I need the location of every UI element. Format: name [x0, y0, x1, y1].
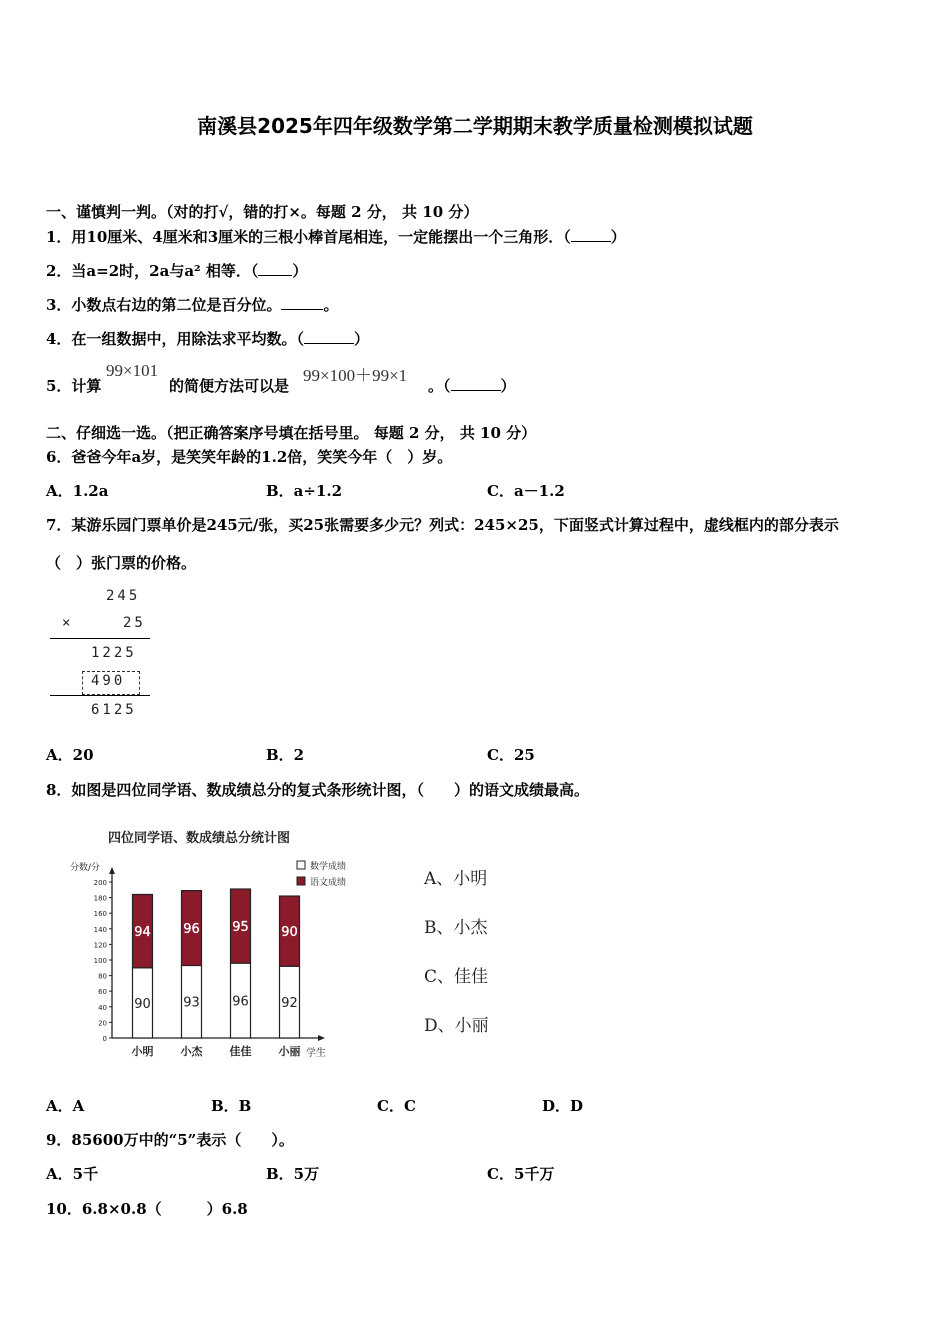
chart-x-label: 学生	[306, 1048, 326, 1059]
question-5-expression-2: 99×100＋99×1	[303, 366, 408, 385]
question-1-end: ）	[610, 228, 626, 246]
q9-option-b[interactable]: B．5万	[266, 1165, 320, 1183]
question-5-end: ）	[500, 377, 516, 395]
legend-swatch-math	[297, 861, 305, 869]
bar-label-math: 93	[183, 995, 200, 1011]
question-5-middle: 的简便方法可以是	[169, 377, 290, 395]
chart-title: 四位同学语、数成绩总分统计图	[108, 831, 291, 846]
y-tick-label: 60	[98, 988, 107, 997]
question-1-text: 1．用10厘米、4厘米和3厘米的三根小棒首尾相连，一定能摆出一个三角形．（	[46, 228, 571, 246]
y-tick-label: 180	[93, 894, 107, 903]
question-9: 9．85600万中的“5”表示（ ）。	[46, 1131, 294, 1149]
bar-label-math: 96	[232, 994, 249, 1010]
question-3	[46, 295, 338, 315]
bar-label-math: 92	[281, 996, 298, 1012]
bar-label-math: 90	[134, 996, 151, 1012]
legend-label-chinese: 语文成绩	[310, 878, 347, 888]
q7-option-c[interactable]: C．25	[487, 746, 535, 764]
y-tick-label: 80	[98, 972, 107, 981]
legend-swatch-chinese	[297, 877, 305, 885]
x-tick-label: 佳佳	[229, 1045, 252, 1058]
x-tick-label: 小杰	[180, 1045, 203, 1058]
q8-option-a[interactable]: A．A	[46, 1097, 85, 1115]
q8-option-c[interactable]: C．C	[377, 1097, 416, 1115]
question-8: 8．如图是四位同学语、数成绩总分的复式条形统计图，（ ）的语文成绩最高。	[46, 781, 589, 799]
chart-choice-c: C、佳佳	[424, 967, 489, 987]
question-2-end: ）	[292, 262, 308, 280]
chart-legend	[297, 860, 346, 888]
question-3-end: 。	[323, 296, 339, 314]
bar-label-chinese: 95	[232, 920, 249, 936]
bar-label-chinese: 96	[183, 922, 200, 938]
q6-option-c[interactable]: C．a－1.2	[487, 482, 565, 500]
calc-rule-1	[50, 638, 150, 639]
stacked-bar-chart	[60, 820, 380, 1070]
calc-multiplier: 25	[123, 615, 146, 631]
calc-partial-1: 1225	[91, 645, 137, 661]
y-tick-label: 140	[93, 925, 107, 934]
q6-option-a[interactable]: A．1.2a	[46, 482, 109, 500]
section-1-heading: 一、谨慎判一判。（对的打√，错的打×。每题 2 分， 共 10 分）	[46, 203, 479, 221]
y-axis-arrow	[109, 867, 115, 874]
calc-multiplicand: 245	[106, 588, 141, 604]
q8-option-b[interactable]: B．B	[211, 1097, 252, 1115]
y-tick-label: 40	[98, 1003, 107, 1012]
question-1	[46, 227, 626, 247]
y-tick-label: 20	[98, 1019, 107, 1028]
answer-blank-2[interactable]	[258, 261, 292, 276]
page-title: 南溪县2025年四年级数学第二学期期末教学质量检测模拟试题	[197, 114, 753, 138]
chart-y-label: 分数/分	[70, 863, 101, 873]
question-5-start: 5．计算	[46, 377, 102, 395]
y-tick-label: 100	[93, 957, 107, 965]
answer-blank-5[interactable]	[451, 376, 501, 391]
calc-times-sign: ×	[62, 615, 74, 631]
legend-label-math: 数学成绩	[310, 862, 347, 872]
question-4-end: ）	[353, 330, 369, 348]
question-10: 10．6.8×0.8（ ）6.8	[46, 1200, 248, 1218]
answer-blank-4[interactable]	[304, 329, 354, 344]
y-tick-label: 0	[102, 1035, 107, 1043]
question-6: 6．爸爸今年a岁，是笑笑年龄的1.2倍，笑笑今年（ ）岁。	[46, 448, 453, 466]
q7-option-b[interactable]: B．2	[266, 746, 305, 764]
question-2-text: 2．当a=2时，2a与a² 相等．（	[46, 262, 259, 280]
chart-choice-b: B、小杰	[424, 918, 488, 938]
question-5	[428, 376, 516, 396]
question-4	[46, 329, 369, 349]
calc-product: 6125	[91, 702, 137, 718]
bar-label-chinese: 90	[281, 925, 298, 941]
question-3-text: 3．小数点右边的第二位是百分位。	[46, 296, 282, 314]
y-tick-label: 120	[93, 941, 107, 950]
answer-blank-1[interactable]	[571, 227, 611, 242]
q6-option-b[interactable]: B．a÷1.2	[266, 482, 343, 500]
bar-label-chinese: 94	[134, 925, 151, 941]
question-5-expression-1: 99×101	[106, 361, 159, 380]
question-2	[46, 261, 307, 281]
chart-choice-d: D、小丽	[424, 1016, 489, 1036]
calc-rule-2	[50, 695, 150, 696]
q9-option-c[interactable]: C．5千万	[487, 1165, 555, 1183]
q7-option-a[interactable]: A．20	[46, 746, 94, 764]
question-4-text: 4．在一组数据中，用除法求平均数。（	[46, 330, 304, 348]
y-tick-label: 160	[93, 910, 107, 919]
q9-option-a[interactable]: A．5千	[46, 1165, 99, 1183]
x-axis-arrow	[318, 1035, 325, 1041]
question-5-text: 。（	[428, 377, 451, 395]
q8-option-d[interactable]: D．D	[542, 1097, 584, 1115]
question-7-line-2: （ ）张门票的价格。	[46, 554, 197, 572]
x-tick-label: 小明	[131, 1045, 154, 1058]
chart-choice-a: A、小明	[424, 869, 488, 889]
calc-partial-2: 490	[91, 673, 126, 689]
y-tick-label: 200	[93, 879, 107, 887]
question-7-line-1: 7．某游乐园门票单价是245元/张，买25张需要多少元？列式：245×25，下面竖式计算过程中，虚线框内的部分表示	[46, 516, 839, 534]
answer-blank-3[interactable]	[281, 295, 323, 310]
x-tick-label: 小丽	[278, 1045, 301, 1058]
section-2-heading: 二、仔细选一选。（把正确答案序号填在括号里。 每题 2 分， 共 10 分）	[46, 424, 537, 442]
